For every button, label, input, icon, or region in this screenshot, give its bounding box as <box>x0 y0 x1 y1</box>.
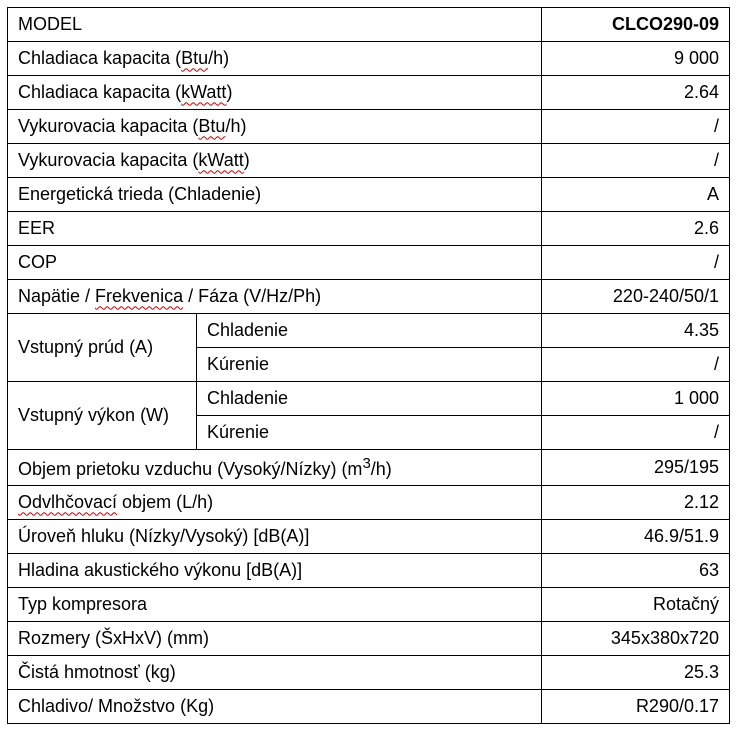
table-row-heating-capacity-btu <box>8 110 730 144</box>
input-current-heating-label: Kúrenie <box>197 348 542 382</box>
table-row-refrigerant <box>8 690 730 724</box>
table-row-voltage <box>8 280 730 314</box>
label-part: / Fáza (V/Hz/Ph) <box>183 286 322 307</box>
dehumidification-value: 2.12 <box>542 486 730 520</box>
table-row-dimensions <box>8 622 730 656</box>
cooling-capacity-btu-value: 9 000 <box>542 42 730 76</box>
table-row-input-current-cooling <box>8 314 730 348</box>
heating-capacity-kw-label <box>8 144 542 178</box>
refrigerant-value: R290/0.17 <box>542 690 730 724</box>
energy-class-value: A <box>542 178 730 212</box>
voltage-label <box>8 280 542 314</box>
net-weight-value: 25.3 <box>542 656 730 690</box>
superscript: 3 <box>362 454 371 472</box>
refrigerant-label: Chladivo/ Množstvo (Kg) <box>8 690 542 724</box>
eer-label: EER <box>8 212 542 246</box>
cooling-capacity-kw-label <box>8 76 542 110</box>
table-row-dehumidification <box>8 486 730 520</box>
label-part: ) <box>226 82 233 103</box>
heating-capacity-kw-value: / <box>542 144 730 178</box>
input-current-cooling-value: 4.35 <box>542 314 730 348</box>
sound-power-label: Hladina akustického výkonu [dB(A)] <box>8 554 542 588</box>
label-part: /h) <box>208 48 230 69</box>
table-row-cooling-capacity-btu <box>8 42 730 76</box>
input-current-heating-value: / <box>542 348 730 382</box>
label-part: Vykurovacia kapacita ( <box>18 116 199 137</box>
input-power-cooling-value: 1 000 <box>542 382 730 416</box>
heating-capacity-btu-label <box>8 110 542 144</box>
input-power-heating-label: Kúrenie <box>197 416 542 450</box>
table-row-cooling-capacity-kw <box>8 76 730 110</box>
spellcheck-word: kWatt <box>198 150 244 171</box>
compressor-label: Typ kompresora <box>8 588 542 622</box>
spellcheck-word: kWatt <box>181 82 227 103</box>
noise-level-label: Úroveň hluku (Nízky/Vysoký) [dB(A)] <box>8 520 542 554</box>
cop-label: COP <box>8 246 542 280</box>
table-row-sound-power <box>8 554 730 588</box>
label-part: objem (L/h) <box>117 492 214 513</box>
table-row-net-weight <box>8 656 730 690</box>
airflow-value: 295/195 <box>542 450 730 486</box>
label-part: Chladiaca kapacita ( <box>18 48 182 69</box>
sound-power-value: 63 <box>542 554 730 588</box>
table-row-heating-capacity-kw <box>8 144 730 178</box>
model-value: CLCO290-09 <box>542 8 730 42</box>
label-part: Napätie / <box>18 286 96 307</box>
label-part: Objem prietoku vzduchu (Vysoký/Nízky) (m <box>18 458 363 479</box>
net-weight-label: Čistá hmotnosť (kg) <box>8 656 542 690</box>
table-row-model <box>8 8 730 42</box>
spellcheck-word: Btu <box>198 116 226 137</box>
input-power-label: Vstupný výkon (W) <box>8 382 197 450</box>
compressor-value: Rotačný <box>542 588 730 622</box>
table-row-noise-level <box>8 520 730 554</box>
label-part: /h) <box>225 116 247 137</box>
input-power-heating-value: / <box>542 416 730 450</box>
voltage-value: 220-240/50/1 <box>542 280 730 314</box>
input-current-cooling-label: Chladenie <box>197 314 542 348</box>
table-row-airflow <box>8 450 730 486</box>
label-part: Vykurovacia kapacita ( <box>18 150 199 171</box>
table-row-cop <box>8 246 730 280</box>
energy-class-label: Energetická trieda (Chladenie) <box>8 178 542 212</box>
spec-table <box>7 7 730 724</box>
airflow-label <box>8 450 542 486</box>
table-row-compressor <box>8 588 730 622</box>
label-part: /h) <box>370 458 392 479</box>
cop-value: / <box>542 246 730 280</box>
noise-level-value: 46.9/51.9 <box>542 520 730 554</box>
dimensions-label: Rozmery (ŠxHxV) (mm) <box>8 622 542 656</box>
model-label: MODEL <box>8 8 542 42</box>
label-part: ) <box>243 150 250 171</box>
table-row-input-power-cooling <box>8 382 730 416</box>
input-current-label: Vstupný prúd (A) <box>8 314 197 382</box>
spellcheck-word: Btu <box>181 48 209 69</box>
input-power-cooling-label: Chladenie <box>197 382 542 416</box>
heating-capacity-btu-value: / <box>542 110 730 144</box>
eer-value: 2.6 <box>542 212 730 246</box>
spellcheck-word: Frekvenica <box>95 286 184 307</box>
spellcheck-word: Odvlhčovací <box>18 492 118 513</box>
dehumidification-label <box>8 486 542 520</box>
cooling-capacity-btu-label <box>8 42 542 76</box>
dimensions-value: 345x380x720 <box>542 622 730 656</box>
label-part: Chladiaca kapacita ( <box>18 82 182 103</box>
table-row-energy-class <box>8 178 730 212</box>
cooling-capacity-kw-value: 2.64 <box>542 76 730 110</box>
table-row-eer <box>8 212 730 246</box>
